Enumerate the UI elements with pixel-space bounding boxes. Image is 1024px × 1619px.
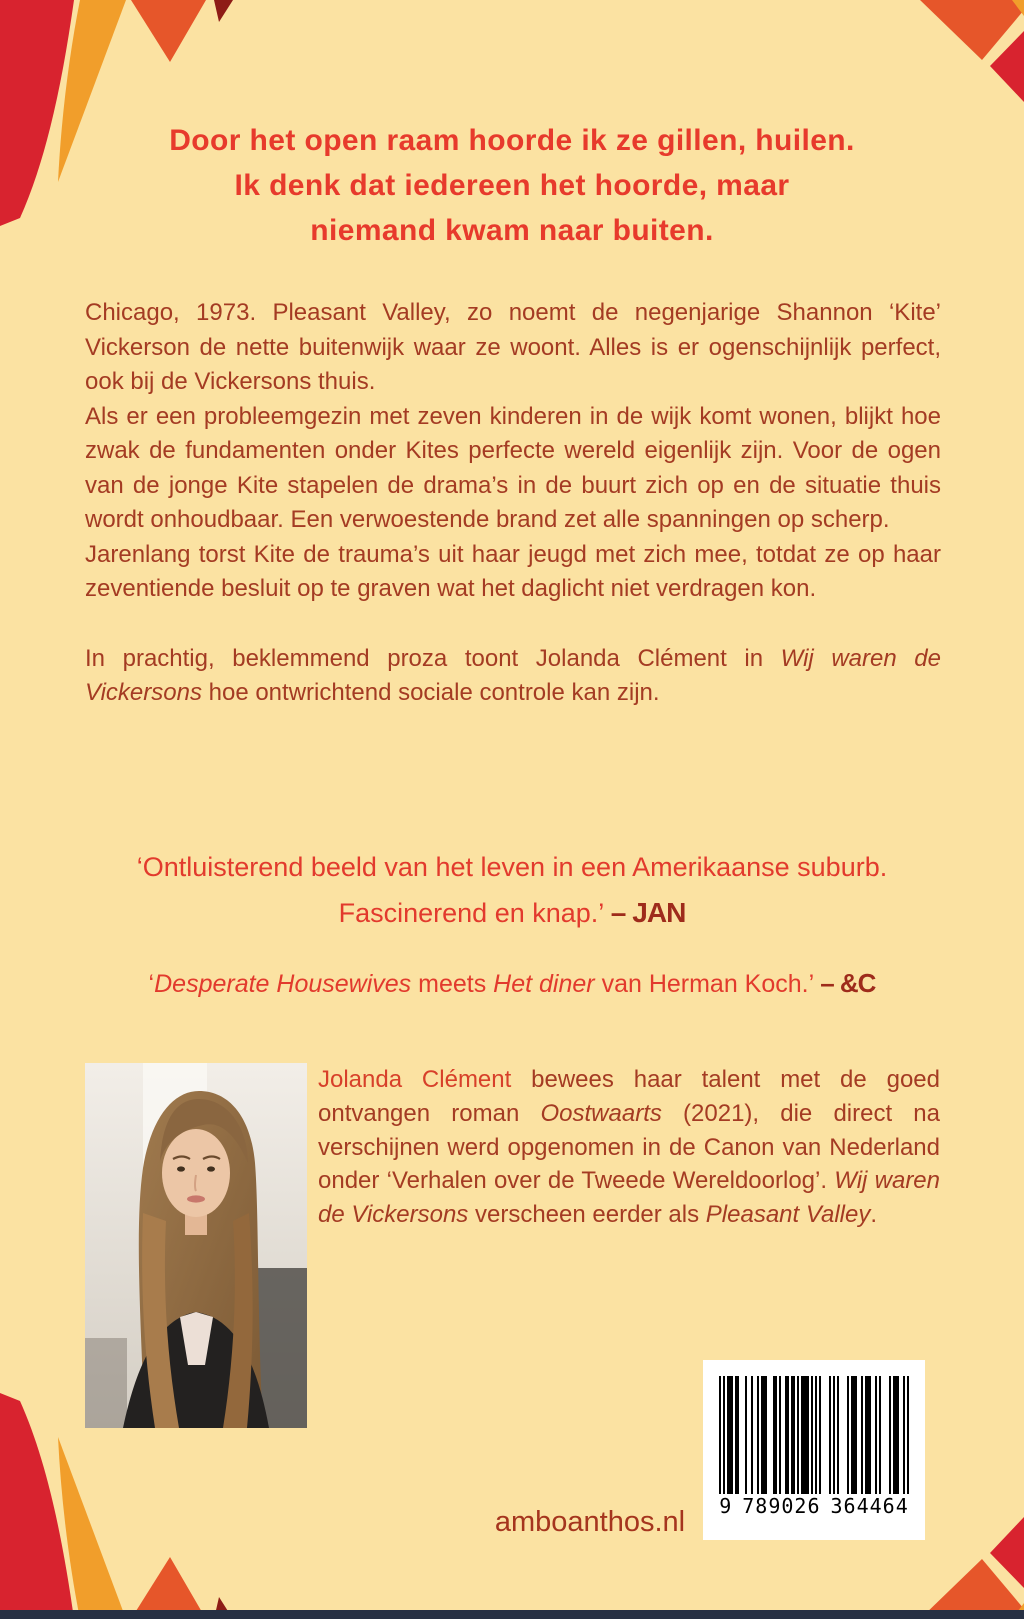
author-photo	[85, 1063, 307, 1428]
press-quote-line: ‘Ontluisterend beeld van het leven in een Amerikaanse suburb.	[136, 852, 888, 882]
headline-line: Ik denk dat iedereen het hoorde, maar	[234, 169, 790, 202]
press-quote-andc: ‘Desperate Housewives meets Het diner van Herman Koch.’ – &C	[148, 968, 876, 998]
barcode-bars	[719, 1376, 909, 1508]
synopsis-paragraph: In prachtig, beklemmend proza toont Jolanda Clément in Wij waren de Vickersons hoe ontwrichtend sociale controle kan zijn.	[85, 644, 941, 706]
press-quote-jan	[0, 845, 1024, 936]
synopsis-paragraph: Als er een probleemgezin met zeven kinderen in de wijk komt wonen, blijkt hoe zwak de fundamenten onder Kites perfecte wereld eigenlijk zijn. Voor de ogen van de jonge Kite stapelen de drama’s in de buurt zich op en de situatie thuis wordt onhoudbaar. Een verwoestende brand zet alle spanningen op scherp.	[85, 402, 941, 533]
barcode-digit-group: 789026	[742, 1494, 821, 1518]
publisher-website: amboanthos.nl	[494, 1506, 686, 1538]
synopsis	[85, 296, 941, 711]
author-bio: Jolanda Clément bewees haar talent met de goed ontvangen roman Oostwaarts (2021), die direct na verschijnen werd opgenomen in de Canon van Nederland onder ‘Verhalen over de Tweede Wereldoorlog’. Wij waren de Vickersons verscheen eerder als Pleasant Valley.	[318, 1066, 941, 1229]
press-quote-line: Fascinerend en knap.’ – JAN	[338, 897, 686, 928]
bottom-strip	[0, 1610, 1024, 1619]
author-portrait-illustration	[85, 1063, 307, 1428]
synopsis-paragraph: Chicago, 1973. Pleasant Valley, zo noemt de negenjarige Shannon ‘Kite’ Vickerson de nette buitenwijk waar ze woont. Alles is er ogenschijnlijk perfect, ook bij de Vickersons thuis.	[85, 299, 941, 395]
headline-quote	[0, 118, 1024, 253]
synopsis-paragraph: Jarenlang torst Kite de trauma’s uit haar jeugd met zich mee, totdat ze op haar zeventiende besluit op te graven wat het daglicht niet verdragen kon.	[85, 540, 941, 602]
corner-decoration-top-right	[774, 0, 1024, 135]
headline-line: niemand kwam naar buiten.	[310, 214, 714, 247]
barcode-digit-group: 364464	[830, 1494, 909, 1518]
headline-line: Door het open raam hoorde ik ze gillen, huilen.	[169, 124, 855, 157]
barcode-digit-group: 9	[719, 1494, 733, 1518]
